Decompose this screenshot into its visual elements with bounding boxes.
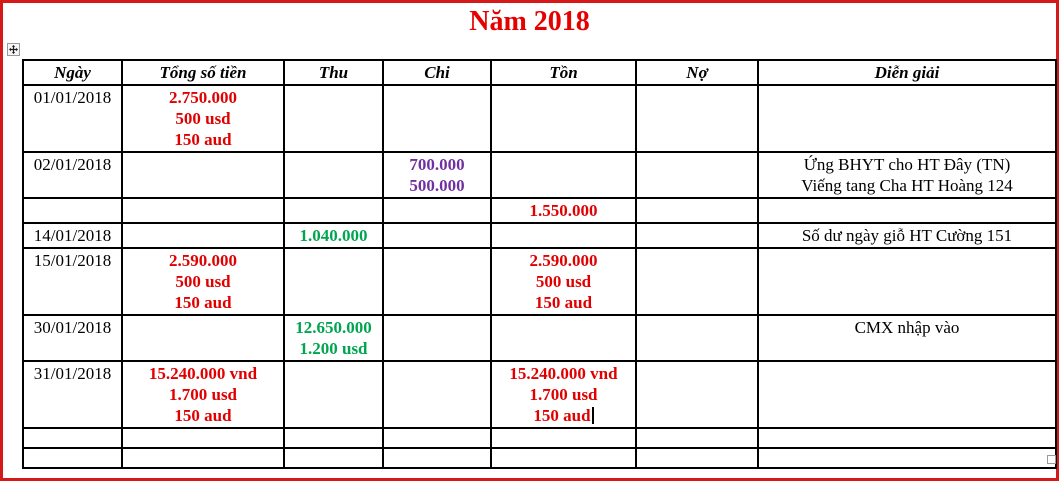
cell-line: Ứng BHYT cho HT Đây (TN) [803, 155, 1011, 174]
cell-no[interactable] [636, 248, 758, 315]
column-header-chi[interactable]: Chi [383, 60, 491, 85]
cell-chi[interactable] [383, 85, 491, 152]
cell-ton[interactable] [491, 152, 636, 198]
cell-ton[interactable] [491, 223, 636, 248]
cell-line: 700.000 [409, 155, 465, 174]
text-cursor [592, 407, 594, 424]
column-header-ton[interactable]: Tồn [491, 60, 636, 85]
cell-desc[interactable] [758, 223, 1056, 248]
cell-line: 2.590.000 [169, 251, 237, 270]
cell-desc[interactable] [758, 428, 1056, 448]
cell-line: Viếng tang Cha HT Hoàng 124 [801, 176, 1013, 195]
cell-total[interactable] [122, 428, 284, 448]
cell-ton[interactable] [491, 248, 636, 315]
cell-ton[interactable] [491, 428, 636, 448]
page-title[interactable]: Năm 2018 [469, 6, 590, 37]
cell-line: 1.200 usd [299, 339, 368, 358]
cell-date[interactable] [23, 198, 122, 223]
cell-ton[interactable] [491, 198, 636, 223]
cell-line: 150 aud [174, 293, 232, 312]
cell-no[interactable] [636, 152, 758, 198]
cell-total[interactable] [122, 361, 284, 428]
column-header-date[interactable]: Ngày [23, 60, 122, 85]
cell-line: CMX nhập vào [854, 318, 960, 337]
table-row-2 [23, 198, 1056, 223]
cell-thu[interactable] [284, 428, 383, 448]
cell-total[interactable] [122, 248, 284, 315]
cell-line: 150 aud [174, 406, 232, 425]
cell-line: Số dư ngày giỗ HT Cường 151 [801, 226, 1013, 245]
cell-chi[interactable] [383, 448, 491, 468]
cell-thu[interactable] [284, 152, 383, 198]
cell-thu[interactable] [284, 361, 383, 428]
cell-desc[interactable] [758, 152, 1056, 198]
table-resize-handle[interactable] [1047, 455, 1056, 464]
cell-total[interactable] [122, 448, 284, 468]
cell-no[interactable] [636, 85, 758, 152]
cell-line: 150 aud [534, 293, 593, 312]
cell-line: 500 usd [175, 272, 231, 291]
cell-date[interactable] [23, 428, 122, 448]
cell-desc[interactable] [758, 198, 1056, 223]
cell-chi[interactable] [383, 152, 491, 198]
cell-no[interactable] [636, 361, 758, 428]
table-body [23, 85, 1056, 468]
table-header [23, 60, 1056, 85]
cell-line: 1.040.000 [299, 226, 368, 245]
cell-date[interactable] [23, 448, 122, 468]
table-row-31-01-2018 [23, 361, 1056, 428]
cell-desc[interactable] [758, 361, 1056, 428]
cell-total[interactable] [122, 198, 284, 223]
cell-thu[interactable] [284, 448, 383, 468]
table-row-7 [23, 428, 1056, 448]
cell-ton[interactable] [491, 361, 636, 428]
table-move-handle[interactable] [7, 43, 20, 56]
cell-no[interactable] [636, 223, 758, 248]
cell-ton[interactable] [491, 85, 636, 152]
cell-total[interactable] [122, 152, 284, 198]
cell-line: 2.750.000 [169, 88, 237, 107]
column-header-desc[interactable]: Diễn giải [758, 60, 1056, 85]
cell-thu[interactable] [284, 85, 383, 152]
cell-desc[interactable] [758, 315, 1056, 361]
cell-thu[interactable] [284, 198, 383, 223]
table-row-30-01-2018 [23, 315, 1056, 361]
cell-ton[interactable] [491, 315, 636, 361]
cell-chi[interactable] [383, 198, 491, 223]
cell-thu[interactable] [284, 223, 383, 248]
cell-line: 500.000 [409, 176, 465, 195]
cell-line: 500 usd [535, 272, 592, 291]
cell-line: 2.590.000 [529, 251, 598, 270]
cell-date[interactable]: 01/01/2018 [23, 85, 122, 152]
cell-line: 15.240.000 vnd [148, 364, 258, 383]
cell-no[interactable] [636, 428, 758, 448]
column-header-no[interactable]: Nợ [636, 60, 758, 85]
cell-line: 1.700 usd [168, 385, 238, 404]
cell-line: 12.650.000 [295, 318, 372, 337]
table-row-14-01-2018 [23, 223, 1056, 248]
table-row-02-01-2018 [23, 152, 1056, 198]
table-row-8 [23, 448, 1056, 468]
cell-chi[interactable] [383, 315, 491, 361]
cell-date[interactable]: 14/01/2018 [23, 223, 122, 248]
cell-date[interactable]: 15/01/2018 [23, 248, 122, 315]
cell-date[interactable]: 30/01/2018 [23, 315, 122, 361]
cell-total[interactable] [122, 223, 284, 248]
move-icon [9, 45, 18, 54]
cell-chi[interactable] [383, 223, 491, 248]
cell-line: 1.550.000 [529, 201, 598, 220]
ledger-table [22, 59, 1057, 469]
cell-line: 150 aud [494, 405, 633, 426]
cell-chi[interactable] [383, 361, 491, 428]
cell-total[interactable] [122, 85, 284, 152]
cell-date[interactable]: 02/01/2018 [23, 152, 122, 198]
column-header-thu[interactable]: Thu [284, 60, 383, 85]
cell-chi[interactable] [383, 248, 491, 315]
header-row [23, 60, 1056, 85]
cell-ton[interactable] [491, 448, 636, 468]
cell-thu[interactable] [284, 315, 383, 361]
column-header-total[interactable]: Tổng số tiền [122, 60, 284, 85]
cell-thu[interactable] [284, 248, 383, 315]
cell-line: 500 usd [175, 109, 231, 128]
cell-line: 1.700 usd [529, 385, 598, 404]
cell-line: 150 aud [174, 130, 232, 149]
table-row-15-01-2018 [23, 248, 1056, 315]
cell-no[interactable] [636, 315, 758, 361]
cell-desc[interactable] [758, 85, 1056, 152]
cell-date[interactable]: 31/01/2018 [23, 361, 122, 428]
table-row-01-01-2018 [23, 85, 1056, 152]
cell-chi[interactable] [383, 428, 491, 448]
cell-no[interactable] [636, 448, 758, 468]
cell-desc[interactable] [758, 448, 1056, 468]
cell-desc[interactable] [758, 248, 1056, 315]
cell-no[interactable] [636, 198, 758, 223]
cell-line: 15.240.000 vnd [509, 364, 618, 383]
cell-total[interactable] [122, 315, 284, 361]
